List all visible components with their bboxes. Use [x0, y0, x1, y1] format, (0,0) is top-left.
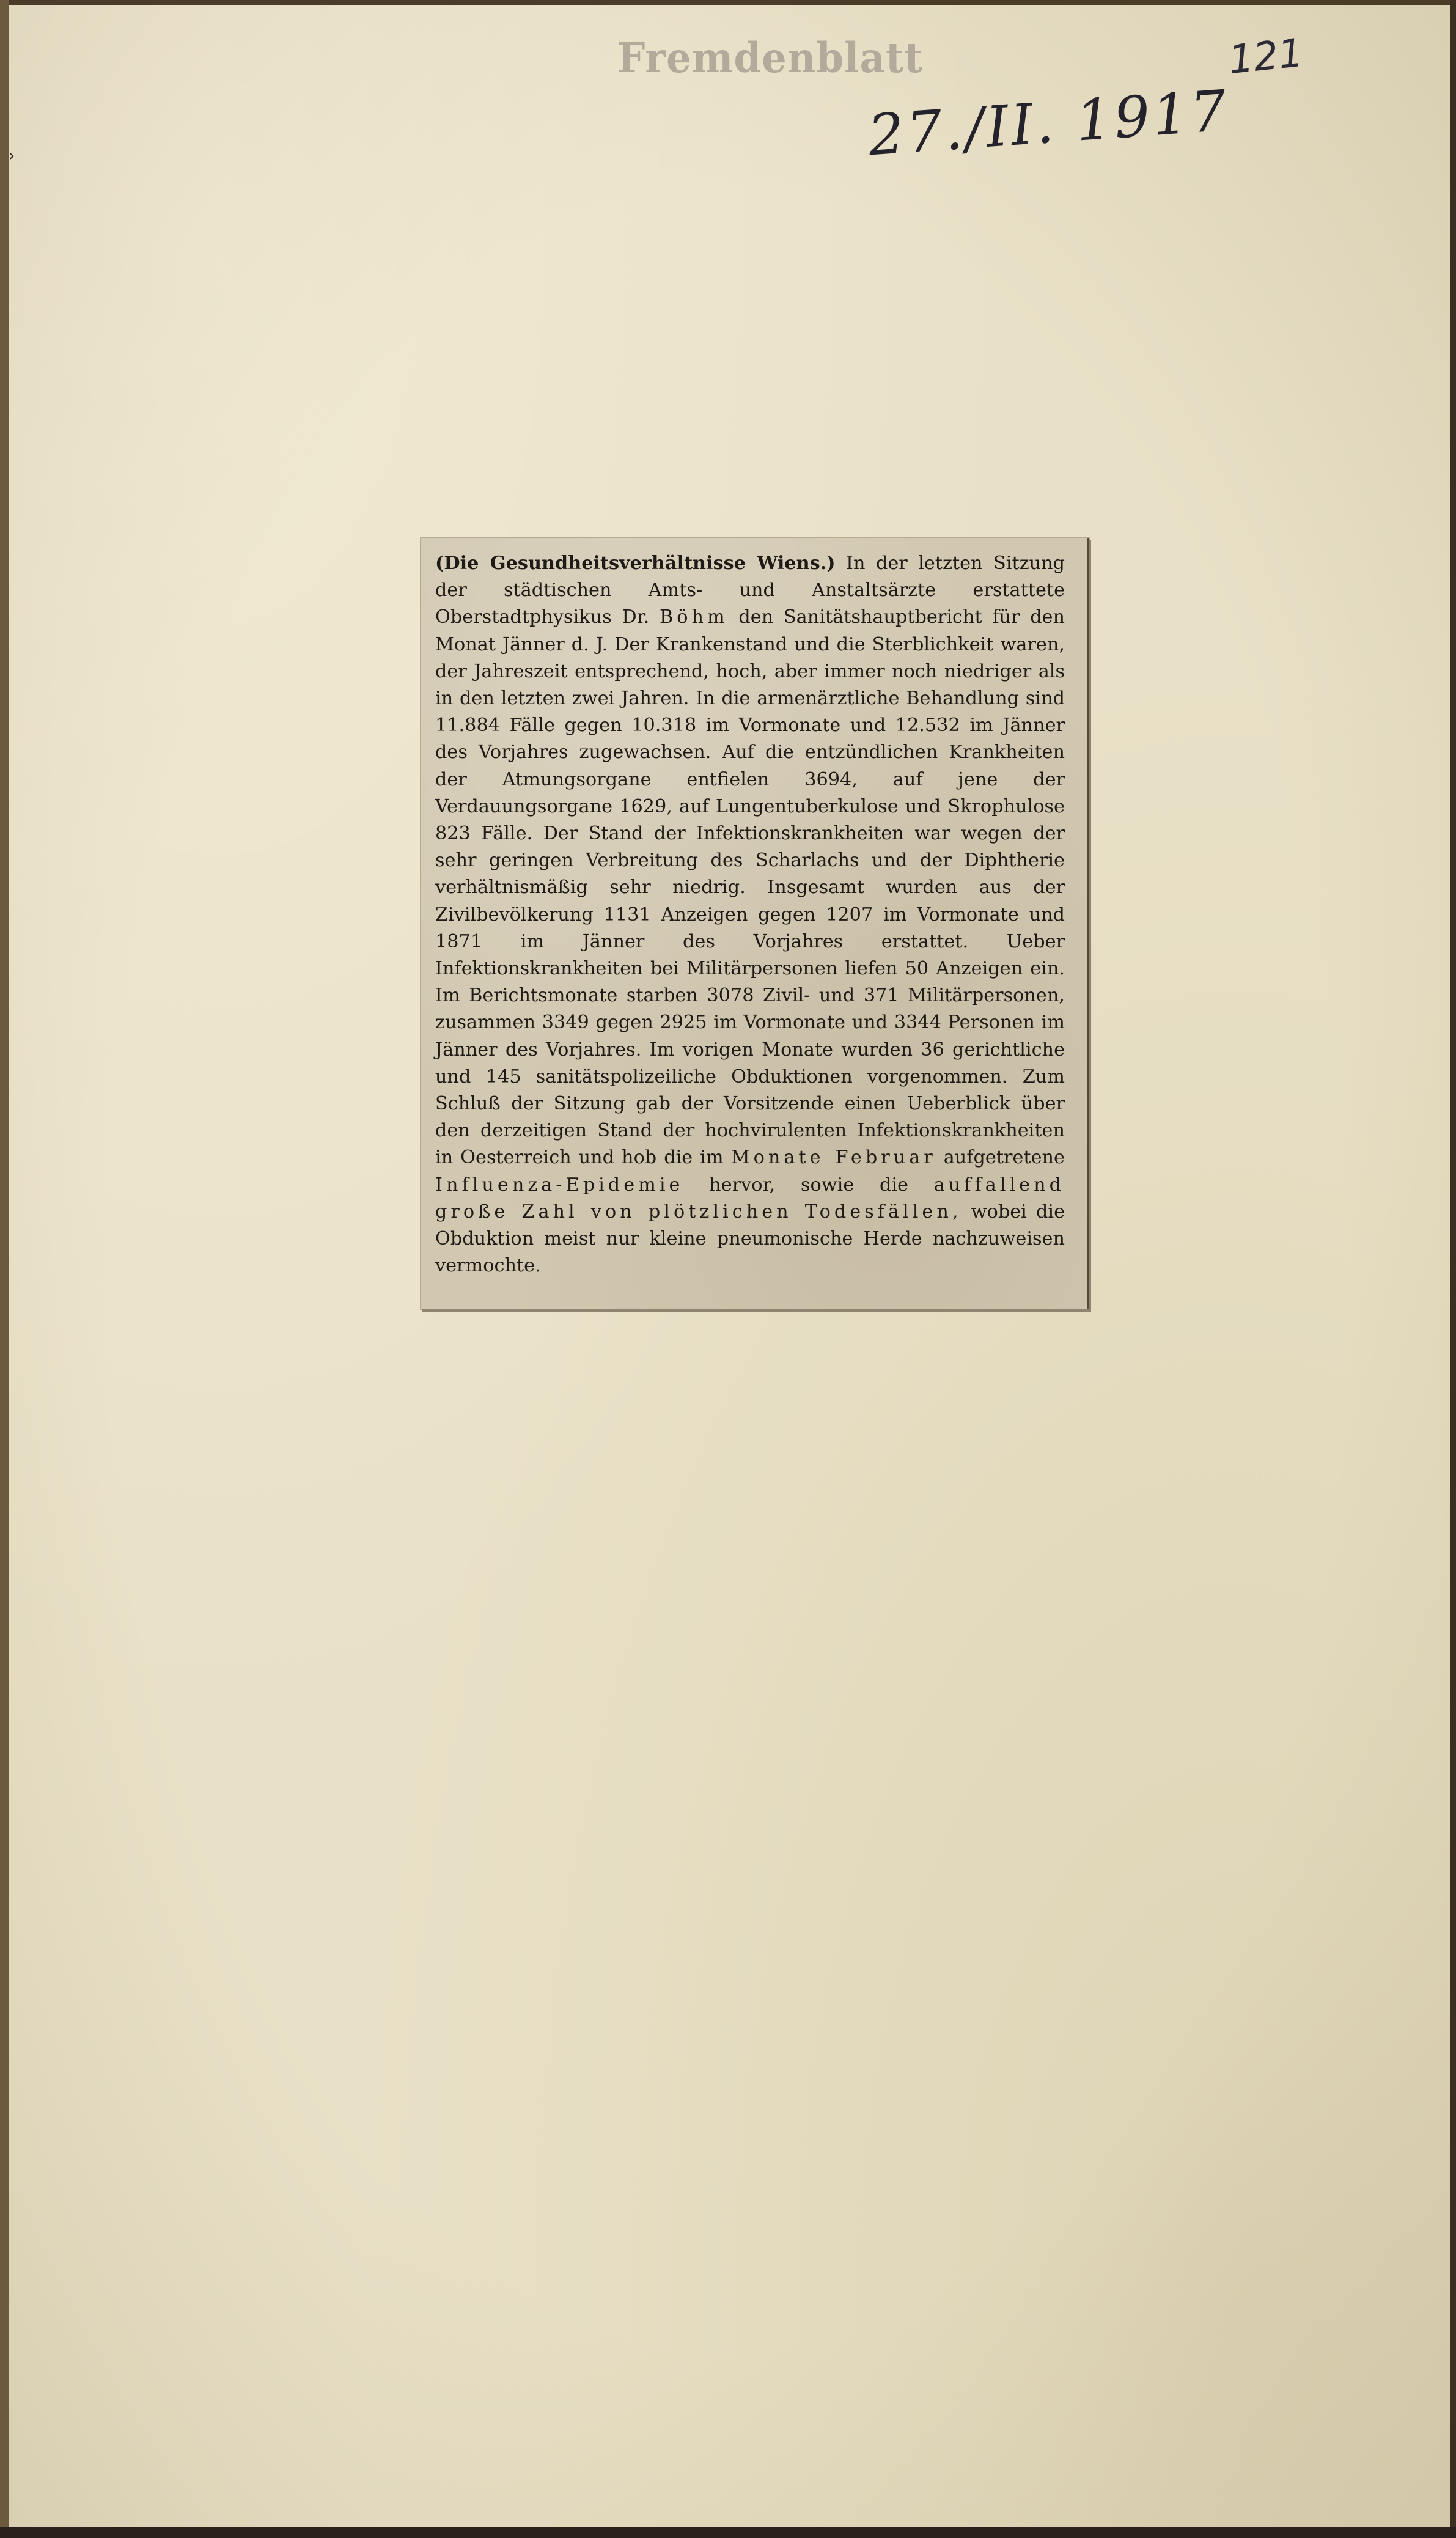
newspaper-clipping: [421, 538, 1089, 1309]
page-edge-bottom: [0, 2527, 1456, 2538]
article-body-part-3: aufgetretene: [936, 1147, 1065, 1169]
person-name: Böhm: [660, 606, 729, 628]
article-body-part-2: den Sanitätshauptbericht für den Monat Jänner d. J. Der Krankenstand und die Sterblichkeit waren, der Jahreszeit entsprechend, hoch, aber immer noch niedriger als in den letzten zwei Jahren. In die armenärztliche Behandlung sind 11.884 Fälle gegen 10.318 im Vormonate und 12.532 im Jänner des Vorjahres zugewachsen. Auf die entzündlichen Krankheiten der Atmungsorgane entfielen 3694, auf jene der Verdauungsorgane 1629, auf Lungentuberkulose und Skrophulose 823 Fälle. Der Stand der Infektionskrankheiten war wegen der sehr geringen Verbreitung des Scharlachs und der Diphtherie verhältnismäßig sehr niedrig. Insgesamt wurden aus der Zivilbevölkerung 1131 Anzeigen gegen 1207 im Vormonate und 1871 im Jänner des Vorjahres erstattet. Ueber Infektionskrankheiten bei Militärpersonen liefen 50 Anzeigen ein. Im Berichtsmonate starben 3078 Zivil- und 371 Militärpersonen, zusammen 3349 gegen 2925 im Vormonate und 3344 Personen im Jänner des Vorjahres. Im vorigen Monate wurden 36 gerichtliche und 145 sanitätspolizeiliche Obduktionen vorgenommen. Zum Schluß der Sitzung gab der Vorsitzende einen Ueberblick über den derzeitigen Stand der hochvirulenten Infektionskrankheiten in Oesterreich und hob die im: [435, 606, 1065, 1169]
article-body-part-4: hervor, sowie die: [683, 1174, 934, 1196]
emphasis-epidemic: Influenza-Epidemie: [435, 1174, 684, 1196]
handwritten-date: 27./II. 1917: [866, 78, 1231, 169]
emphasis-month: Monate Februar: [730, 1147, 936, 1169]
article-body-part-5: wobei die Obduktion meist nur kleine pneumonische Herde nachzuweisen vermochte.: [435, 1201, 1065, 1277]
page-edge-top: [0, 0, 1456, 5]
article-body-part-1: In der letzten Sitzung der städtischen Amts- und Anstaltsärzte erstattete Oberstadtphysikus Dr.: [435, 553, 1065, 628]
newspaper-stamp: Fremdenblatt: [617, 34, 924, 83]
article-headline: (Die Gesundheitsverhältnisse Wiens.): [435, 553, 836, 574]
page-edge-right: [1450, 0, 1456, 2538]
binding-mark: ›: [9, 147, 15, 165]
page-edge-left: [0, 0, 9, 2538]
clipping-article: [435, 550, 1065, 1279]
folio-number: 121: [1226, 30, 1306, 84]
emphasis-sudden-deaths: auffallend große Zahl von plötzlichen Todesfällen,: [435, 1174, 1065, 1223]
